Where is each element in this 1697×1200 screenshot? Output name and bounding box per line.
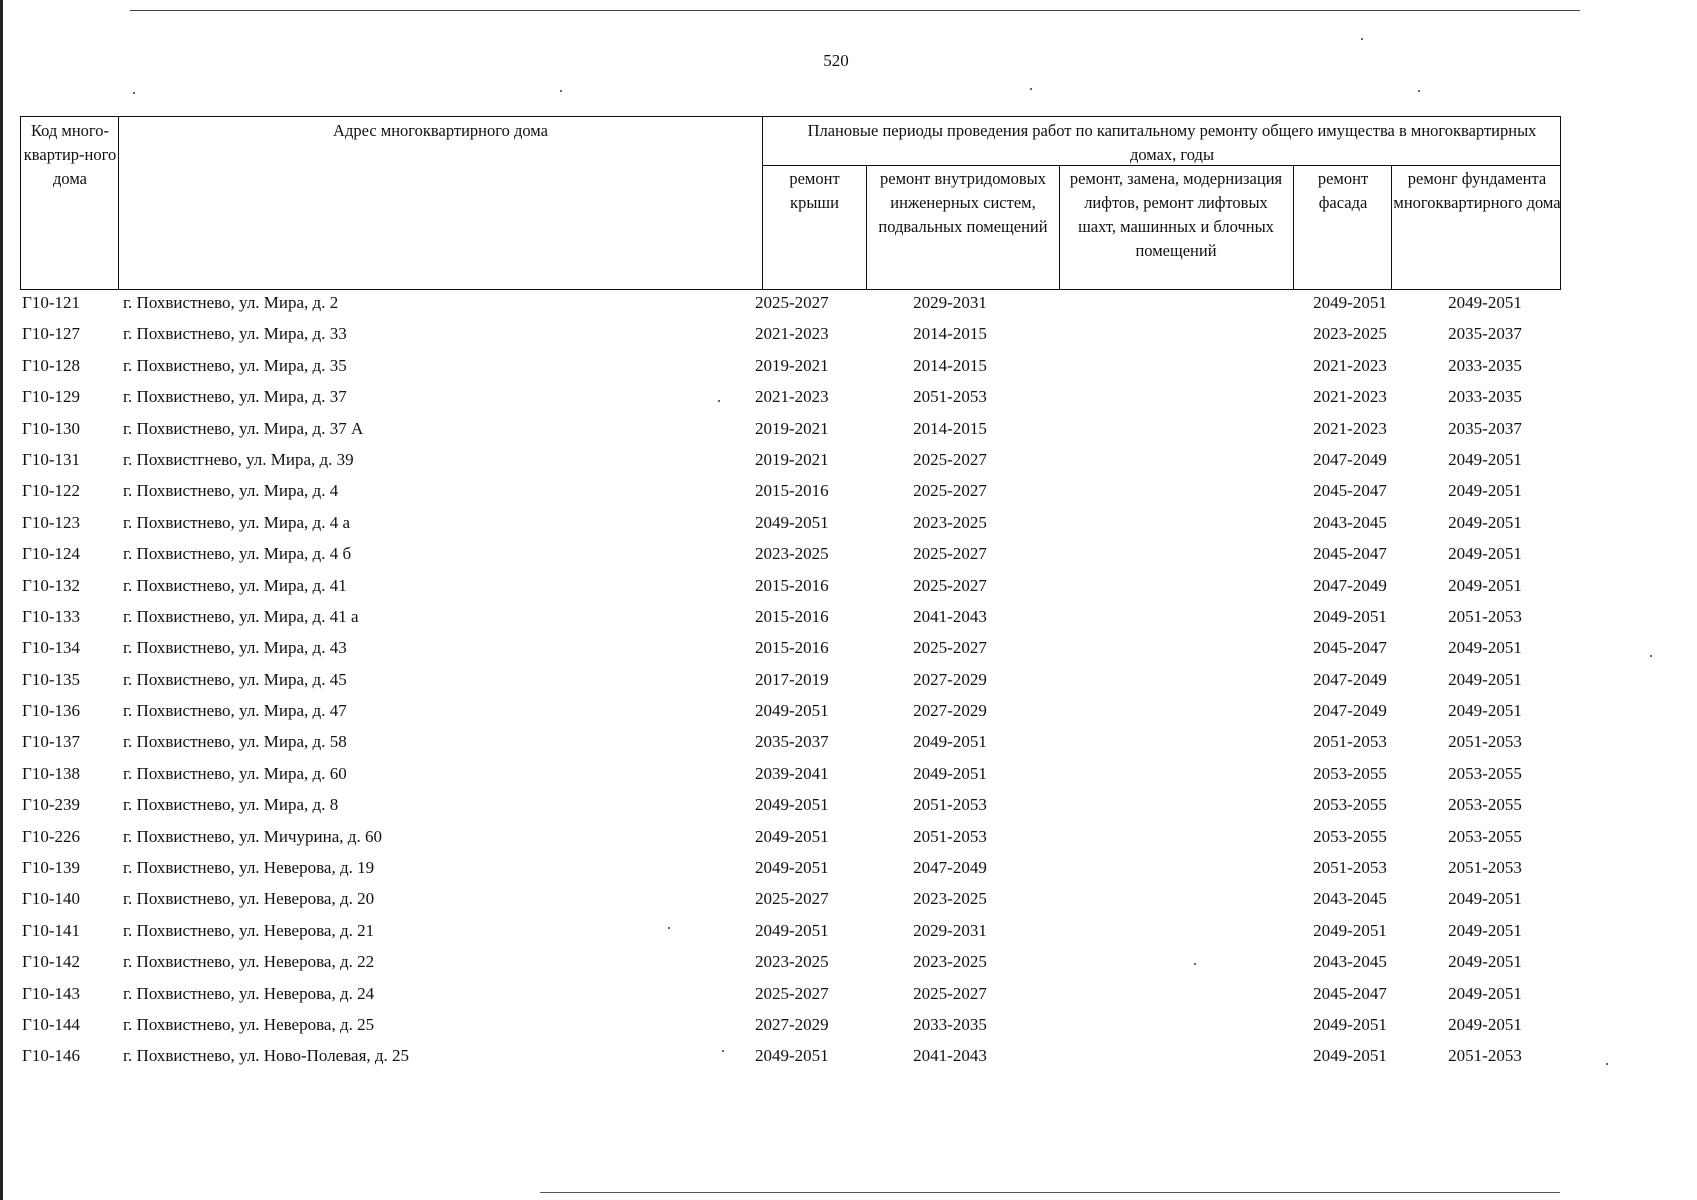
cell-address: г. Похвистнево, ул. Мира, д. 41 а bbox=[123, 606, 359, 626]
cell-code: Г10-239 bbox=[22, 795, 80, 815]
column-divider bbox=[866, 165, 867, 289]
cell-roof: 2021-2023 bbox=[755, 387, 829, 407]
cell-roof: 2015-2016 bbox=[755, 575, 829, 595]
cell-roof: 2021-2023 bbox=[755, 324, 829, 344]
cell-foundation: 2033-2035 bbox=[1448, 355, 1522, 375]
cell-address: г. Похвистнево, ул. Мира, д. 4 а bbox=[123, 512, 351, 532]
cell-facade: 2043-2045 bbox=[1313, 952, 1387, 972]
cell-engineering: 2025-2027 bbox=[913, 449, 987, 469]
cell-code: Г10-134 bbox=[22, 638, 80, 658]
cell-roof: 2035-2037 bbox=[755, 732, 829, 752]
cell-address: г. Похвистнево, ул. Мира, д. 4 bbox=[123, 481, 339, 501]
cell-foundation: 2053-2055 bbox=[1448, 826, 1522, 846]
cell-code: Г10-130 bbox=[22, 418, 80, 438]
cell-foundation: 2051-2053 bbox=[1448, 1046, 1522, 1066]
cell-facade: 2023-2025 bbox=[1313, 324, 1387, 344]
cell-address: г. Похвистнево, ул. Мира, д. 8 bbox=[123, 795, 339, 815]
cell-roof: 2049-2051 bbox=[755, 826, 829, 846]
cell-roof: 2025-2027 bbox=[755, 889, 829, 909]
cell-facade: 2053-2055 bbox=[1313, 795, 1387, 815]
cell-code: Г10-129 bbox=[22, 387, 80, 407]
cell-foundation: 2049-2051 bbox=[1448, 544, 1522, 564]
table-row bbox=[20, 1012, 1561, 1043]
table-row bbox=[20, 667, 1561, 698]
cell-address: г. Похвистнево, ул. Мира, д. 33 bbox=[123, 324, 347, 344]
cell-foundation: 2049-2051 bbox=[1448, 575, 1522, 595]
cell-roof: 2019-2021 bbox=[755, 449, 829, 469]
cell-engineering: 2049-2051 bbox=[913, 732, 987, 752]
cell-roof: 2027-2029 bbox=[755, 1014, 829, 1034]
cell-foundation: 2049-2051 bbox=[1448, 1014, 1522, 1034]
cell-foundation: 2049-2051 bbox=[1448, 889, 1522, 909]
cell-address: г. Похвистнево, ул. Мира, д. 37 bbox=[123, 387, 347, 407]
scan-line bbox=[130, 10, 1580, 11]
cell-foundation: 2049-2051 bbox=[1448, 638, 1522, 658]
cell-code: Г10-127 bbox=[22, 324, 80, 344]
cell-engineering: 2025-2027 bbox=[913, 481, 987, 501]
table-row bbox=[20, 321, 1561, 352]
cell-foundation: 2053-2055 bbox=[1448, 795, 1522, 815]
cell-address: г. Похвистнево, ул. Мира, д. 41 bbox=[123, 575, 347, 595]
cell-roof: 2017-2019 bbox=[755, 669, 829, 689]
table-row bbox=[20, 510, 1561, 541]
cell-address: г. Похвистнево, ул. Мира, д. 37 А bbox=[123, 418, 364, 438]
table-row bbox=[20, 384, 1561, 415]
cell-code: Г10-124 bbox=[22, 544, 80, 564]
table-row bbox=[20, 604, 1561, 635]
table-row bbox=[20, 1043, 1561, 1074]
cell-code: Г10-128 bbox=[22, 355, 80, 375]
cell-engineering: 2025-2027 bbox=[913, 544, 987, 564]
cell-address: г. Похвистнево, ул. Мира, д. 2 bbox=[123, 293, 339, 312]
cell-roof: 2025-2027 bbox=[755, 983, 829, 1003]
scan-speck bbox=[1650, 655, 1652, 657]
cell-code: Г10-121 bbox=[22, 293, 80, 312]
cell-code: Г10-131 bbox=[22, 449, 80, 469]
page-number: 520 bbox=[823, 51, 849, 70]
cell-engineering: 2029-2031 bbox=[913, 920, 987, 940]
header-facade: ремонт фасада bbox=[1317, 169, 1369, 212]
header-foundation: ремонг фундамента многоквартирного дома bbox=[1393, 169, 1561, 212]
table-row bbox=[20, 478, 1561, 509]
cell-foundation: 2051-2053 bbox=[1448, 732, 1522, 752]
table-row bbox=[20, 290, 1561, 321]
table-row bbox=[20, 635, 1561, 666]
cell-facade: 2043-2045 bbox=[1313, 512, 1387, 532]
header-engineering: ремонт внутридомовых инженерных систем, подвальных помещений bbox=[878, 169, 1048, 236]
table-row bbox=[20, 824, 1561, 855]
cell-code: Г10-122 bbox=[22, 481, 80, 501]
cell-engineering: 2047-2049 bbox=[913, 858, 987, 878]
cell-roof: 2023-2025 bbox=[755, 952, 829, 972]
cell-roof: 2019-2021 bbox=[755, 418, 829, 438]
cell-engineering: 2023-2025 bbox=[913, 952, 987, 972]
cell-address: г. Похвистнево, ул. Неверова, д. 22 bbox=[123, 952, 375, 972]
cell-engineering: 2023-2025 bbox=[913, 889, 987, 909]
scan-speck bbox=[133, 92, 135, 94]
table-body bbox=[20, 290, 1561, 1075]
cell-foundation: 2049-2051 bbox=[1448, 512, 1522, 532]
cell-facade: 2049-2051 bbox=[1313, 606, 1387, 626]
cell-engineering: 2033-2035 bbox=[913, 1014, 987, 1034]
cell-foundation: 2049-2051 bbox=[1448, 449, 1522, 469]
cell-engineering: 2029-2031 bbox=[913, 293, 987, 312]
cell-code: Г10-135 bbox=[22, 669, 80, 689]
cell-facade: 2047-2049 bbox=[1313, 669, 1387, 689]
cell-foundation: 2049-2051 bbox=[1448, 669, 1522, 689]
cell-code: Г10-139 bbox=[22, 858, 80, 878]
scan-speck bbox=[560, 90, 562, 92]
cell-roof: 2039-2041 bbox=[755, 763, 829, 783]
cell-code: Г10-123 bbox=[22, 512, 80, 532]
cell-facade: 2047-2049 bbox=[1313, 575, 1387, 595]
cell-code: Г10-140 bbox=[22, 889, 80, 909]
cell-code: Г10-143 bbox=[22, 983, 80, 1003]
cell-address: г. Похвистнево, ул. Неверова, д. 24 bbox=[123, 983, 375, 1003]
scan-speck bbox=[1030, 88, 1032, 90]
scan-speck bbox=[1361, 38, 1363, 40]
cell-address: г. Похвистнево, ул. Мира, д. 43 bbox=[123, 638, 347, 658]
table-row bbox=[20, 447, 1561, 478]
cell-foundation: 2049-2051 bbox=[1448, 952, 1522, 972]
table-row bbox=[20, 541, 1561, 572]
cell-facade: 2049-2051 bbox=[1313, 1046, 1387, 1066]
cell-facade: 2021-2023 bbox=[1313, 387, 1387, 407]
cell-address: г. Похвистнево, ул. Мичурина, д. 60 bbox=[123, 826, 382, 846]
cell-engineering: 2023-2025 bbox=[913, 512, 987, 532]
header-code: Код много-квартир-ного дома bbox=[23, 121, 117, 188]
cell-address: г. Похвистнево, ул. Мира, д. 60 bbox=[123, 763, 347, 783]
cell-roof: 2025-2027 bbox=[755, 293, 829, 312]
cell-roof: 2049-2051 bbox=[755, 701, 829, 721]
table-row bbox=[20, 981, 1561, 1012]
cell-foundation: 2049-2051 bbox=[1448, 293, 1522, 312]
cell-engineering: 2041-2043 bbox=[913, 1046, 987, 1066]
table-row bbox=[20, 416, 1561, 447]
table-row bbox=[20, 792, 1561, 823]
cell-roof: 2019-2021 bbox=[755, 355, 829, 375]
header-periods: Плановые периоды проведения работ по капитальному ремонту общего имущества в многоквартирных домах, годы bbox=[807, 121, 1537, 164]
cell-engineering: 2051-2053 bbox=[913, 387, 987, 407]
cell-foundation: 2049-2051 bbox=[1448, 701, 1522, 721]
cell-facade: 2045-2047 bbox=[1313, 983, 1387, 1003]
cell-address: г. Похвистнево, ул. Неверова, д. 20 bbox=[123, 889, 375, 909]
table-row bbox=[20, 573, 1561, 604]
cell-foundation: 2053-2055 bbox=[1448, 763, 1522, 783]
cell-code: Г10-133 bbox=[22, 606, 80, 626]
cell-code: Г10-132 bbox=[22, 575, 80, 595]
cell-code: Г10-138 bbox=[22, 763, 80, 783]
cell-code: Г10-136 bbox=[22, 701, 80, 721]
cell-code: Г10-226 bbox=[22, 826, 80, 846]
cell-address: г. Похвистнево, ул. Мира, д. 45 bbox=[123, 669, 347, 689]
cell-roof: 2049-2051 bbox=[755, 512, 829, 532]
cell-facade: 2053-2055 bbox=[1313, 763, 1387, 783]
cell-engineering: 2025-2027 bbox=[913, 638, 987, 658]
cell-roof: 2023-2025 bbox=[755, 544, 829, 564]
column-divider bbox=[1391, 165, 1392, 289]
cell-foundation: 2049-2051 bbox=[1448, 481, 1522, 501]
cell-code: Г10-146 bbox=[22, 1046, 80, 1066]
cell-roof: 2015-2016 bbox=[755, 481, 829, 501]
cell-address: г. Похвистнево, ул. Мира, д. 35 bbox=[123, 355, 347, 375]
cell-foundation: 2049-2051 bbox=[1448, 920, 1522, 940]
cell-address: г. Похвистнево, ул. Мира, д. 47 bbox=[123, 701, 347, 721]
cell-facade: 2049-2051 bbox=[1313, 1014, 1387, 1034]
column-divider bbox=[1293, 165, 1294, 289]
cell-code: Г10-144 bbox=[22, 1014, 80, 1034]
cell-facade: 2049-2051 bbox=[1313, 293, 1387, 312]
cell-code: Г10-137 bbox=[22, 732, 80, 752]
cell-foundation: 2033-2035 bbox=[1448, 387, 1522, 407]
cell-address: г. Похвистгнево, ул. Мира, д. 39 bbox=[123, 449, 354, 469]
cell-facade: 2051-2053 bbox=[1313, 858, 1387, 878]
cell-engineering: 2027-2029 bbox=[913, 669, 987, 689]
cell-address: г. Похвистнево, ул. Мира, д. 58 bbox=[123, 732, 347, 752]
cell-address: г. Похвистнево, ул. Мира, д. 4 б bbox=[123, 544, 352, 564]
header-address: Адрес многоквартирного дома bbox=[333, 121, 548, 140]
cell-roof: 2015-2016 bbox=[755, 638, 829, 658]
cell-engineering: 2049-2051 bbox=[913, 763, 987, 783]
table-row bbox=[20, 698, 1561, 729]
cell-engineering: 2027-2029 bbox=[913, 701, 987, 721]
cell-facade: 2051-2053 bbox=[1313, 732, 1387, 752]
table-row bbox=[20, 949, 1561, 980]
cell-address: г. Похвистнево, ул. Ново-Полевая, д. 25 bbox=[123, 1046, 410, 1066]
cell-facade: 2045-2047 bbox=[1313, 544, 1387, 564]
cell-foundation: 2051-2053 bbox=[1448, 858, 1522, 878]
scan-border bbox=[0, 0, 3, 1200]
cell-engineering: 2025-2027 bbox=[913, 983, 987, 1003]
table-row bbox=[20, 918, 1561, 949]
cell-facade: 2021-2023 bbox=[1313, 418, 1387, 438]
cell-engineering: 2014-2015 bbox=[913, 324, 987, 344]
cell-engineering: 2014-2015 bbox=[913, 418, 987, 438]
cell-engineering: 2025-2027 bbox=[913, 575, 987, 595]
cell-roof: 2049-2051 bbox=[755, 920, 829, 940]
table-row bbox=[20, 729, 1561, 760]
scan-speck bbox=[1606, 1063, 1608, 1065]
cell-foundation: 2049-2051 bbox=[1448, 983, 1522, 1003]
cell-foundation: 2051-2053 bbox=[1448, 606, 1522, 626]
cell-roof: 2049-2051 bbox=[755, 1046, 829, 1066]
table-row bbox=[20, 886, 1561, 917]
table-row bbox=[20, 761, 1561, 792]
scan-line bbox=[540, 1192, 1560, 1193]
cell-address: г. Похвистнево, ул. Неверова, д. 21 bbox=[123, 920, 375, 940]
cell-engineering: 2014-2015 bbox=[913, 355, 987, 375]
cell-facade: 2053-2055 bbox=[1313, 826, 1387, 846]
cell-engineering: 2041-2043 bbox=[913, 606, 987, 626]
cell-roof: 2049-2051 bbox=[755, 858, 829, 878]
scan-speck bbox=[1418, 90, 1420, 92]
cell-foundation: 2035-2037 bbox=[1448, 418, 1522, 438]
cell-facade: 2043-2045 bbox=[1313, 889, 1387, 909]
table-header bbox=[20, 116, 1561, 290]
cell-facade: 2045-2047 bbox=[1313, 638, 1387, 658]
cell-facade: 2047-2049 bbox=[1313, 701, 1387, 721]
cell-foundation: 2035-2037 bbox=[1448, 324, 1522, 344]
header-roof: ремонт крыши bbox=[789, 169, 840, 212]
cell-code: Г10-141 bbox=[22, 920, 80, 940]
cell-address: г. Похвистнево, ул. Неверова, д. 25 bbox=[123, 1014, 375, 1034]
cell-facade: 2049-2051 bbox=[1313, 920, 1387, 940]
header-lift: ремонт, замена, модернизация лифтов, ремонт лифтовых шахт, машинных и блочных помещений bbox=[1069, 169, 1283, 260]
cell-address: г. Похвистнево, ул. Неверова, д. 19 bbox=[123, 858, 375, 878]
cell-roof: 2015-2016 bbox=[755, 606, 829, 626]
cell-facade: 2047-2049 bbox=[1313, 449, 1387, 469]
table-row bbox=[20, 353, 1561, 384]
table-row bbox=[20, 855, 1561, 886]
cell-engineering: 2051-2053 bbox=[913, 795, 987, 815]
cell-roof: 2049-2051 bbox=[755, 795, 829, 815]
column-divider bbox=[1059, 165, 1060, 289]
cell-facade: 2045-2047 bbox=[1313, 481, 1387, 501]
cell-engineering: 2051-2053 bbox=[913, 826, 987, 846]
cell-facade: 2021-2023 bbox=[1313, 355, 1387, 375]
cell-code: Г10-142 bbox=[22, 952, 80, 972]
